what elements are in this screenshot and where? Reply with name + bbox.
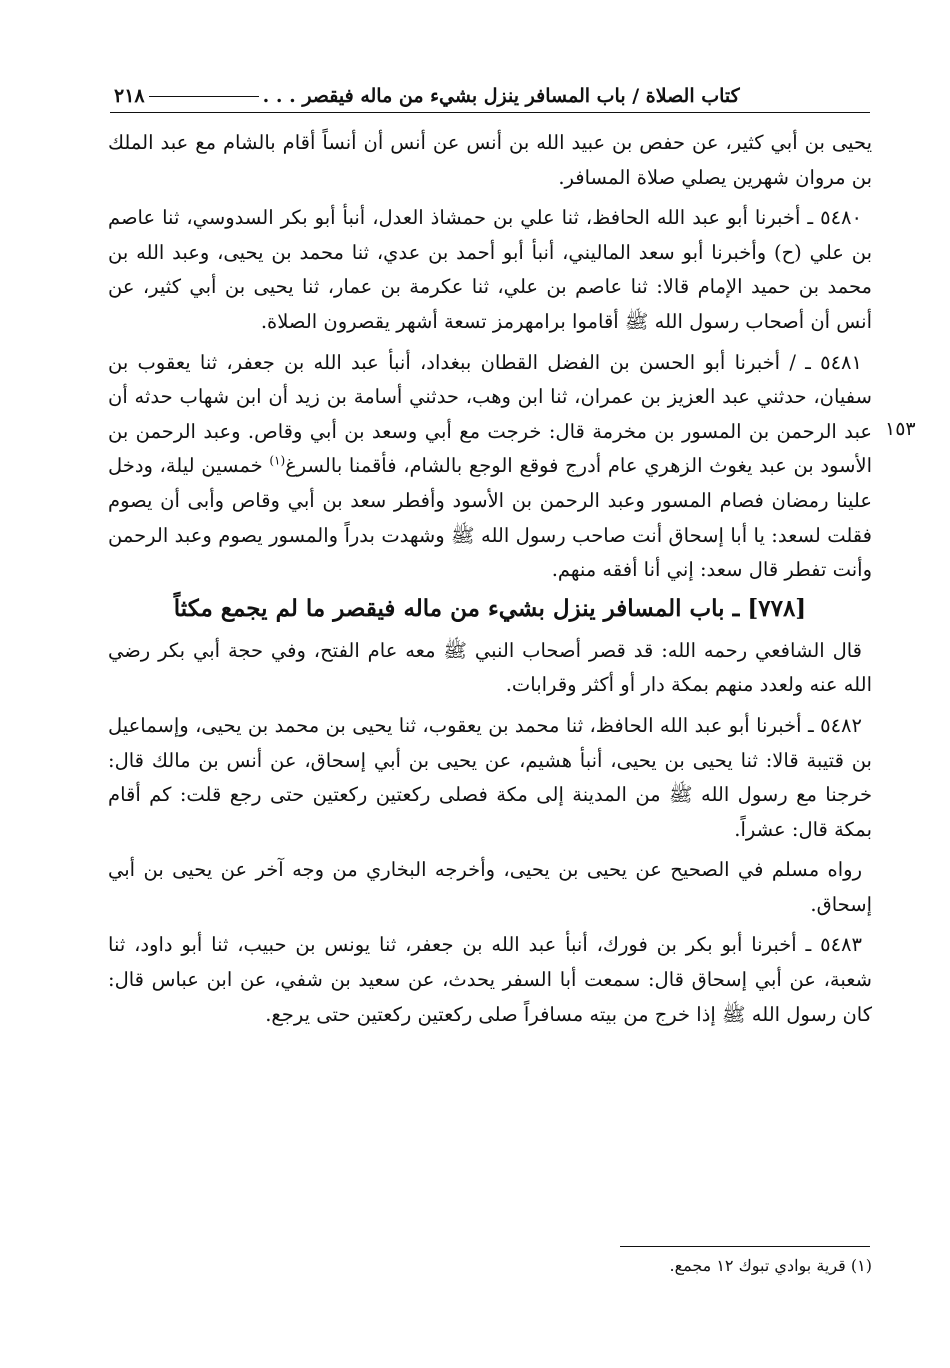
main-text xyxy=(108,126,872,1032)
hadith-5481 xyxy=(108,346,872,588)
takhrij-note: رواه مسلم في الصحيح عن يحيى بن يحيى، وأخرجه البخاري من وجه آخر عن يحيى بن أبي إسحاق. xyxy=(108,858,872,916)
shafii-quote: قال الشافعي رحمه الله: قد قصر أصحاب النبي ﷺ معه عام الفتح، وفي حجة أبي بكر رضي الله عنه ولعدد منهم بمكة دار أو أكثر وقرابات. xyxy=(108,638,872,697)
footnote: (١) قرية بوادي تبوك ١٢ مجمع. xyxy=(669,1256,872,1275)
chapter-heading: [٧٧٨] ـ باب المسافر ينزل بشيء من ماله فيقصر ما لم يجمع مكثاً xyxy=(173,594,807,622)
running-title: كتاب الصلاة / باب المسافر ينزل بشيء من ماله فيقصر . . . xyxy=(262,85,740,107)
hadith-5480: ٥٤٨٠ ـ أخبرنا أبو عبد الله الحافظ، ثنا علي بن حمشاذ العدل، أنبأ أبو بكر السدوسي، ثنا عاصم بن علي (ح) وأخبرنا أبو سعد الماليني، أنبأ أبو أحمد بن عدي، ثنا محمد بن يحيى، وعبد الله بن محمد بن حميد الإمام قالا: ثنا عاصم بن علي، ثنا عكرمة بن عمار، ثنا يحيى بن أبي كثير، عن أنس أن أصحاب رسول الله ﷺ أقاموا برامهرمز تسعة أشهر يقصرون الصلاة. xyxy=(108,206,872,333)
margin-page-reference: ١٥٣ xyxy=(885,418,916,440)
header-dash-rule xyxy=(149,96,259,97)
hadith-5481-part-2: خمسين ليلة، ودخل علينا رمضان فصام المسور وعبد الرحمن بن الأسود وأفطر سعد بن أبي وقاص وأبى أن يصوم فقلت لسعد: يا أبا إسحاق أنت صاحب رسول الله ﷺ وشهدت بدراً والمسور يصوم وعبد الرحمن وأنت تفطر قال سعد: إني أنا أفقه منهم. xyxy=(108,454,872,582)
footnote-separator xyxy=(620,1246,870,1247)
hadith-5483: ٥٤٨٣ ـ أخبرنا أبو بكر بن فورك، أنبأ عبد الله بن جعفر، ثنا يونس بن حبيب، ثنا أبو داود، ثنا شعبة، عن أبي إسحاق قال: سمعت أبا السفر يحدث، عن سعيد بن شفي، عن ابن عباس قال: كان رسول الله ﷺ إذا خرج من بيته مسافراً صلى ركعتين ركعتين حتى يرجع. xyxy=(108,933,872,1026)
footnote-marker: (١) xyxy=(269,453,286,468)
hadith-5481-part-1: ٥٤٨١ ـ / أخبرنا أبو الحسن بن الفضل القطان ببغداد، أنبأ عبد الله بن جعفر، ثنا يعقوب بن سفيان، حدثني عبد العزيز بن عمران، ثنا ابن وهب، حدثني أسامة بن زيد أن ابن شهاب حدثه أن عبد الرحمن بن المسور بن مخرمة قال: خرجت مع أبي وسعد بن أبي وقاص. وعبد الرحمن بن الأسود بن عبد يغوث الزهري عام أدرج فوقع الوجع بالشام، فأقمنا بالسرغ xyxy=(108,350,872,478)
paragraph: يحيى بن أبي كثير، عن حفص بن عبيد الله بن أنس عن أنس أن أنساً أقام بالشام مع عبد الملك بن مروان شهرين يصلي صلاة المسافر. xyxy=(108,131,872,189)
page-number: ٢١٨ xyxy=(114,85,145,107)
running-header xyxy=(110,82,870,110)
hadith-5482: ٥٤٨٢ ـ أخبرنا أبو عبد الله الحافظ، ثنا محمد بن يعقوب، ثنا يحيى بن محمد بن يحيى، وإسماعيل بن قتيبة قالا: ثنا يحيى بن يحيى، أنبأ هشيم، عن يحيى بن أبي إسحاق، عن أنس بن مالك قال: خرجنا مع رسول الله ﷺ من المدينة إلى مكة فصلى ركعتين ركعتين حتى رجع قلت: كم أقام بمكة قال: عشراً. xyxy=(108,713,872,841)
header-underline xyxy=(110,112,870,113)
